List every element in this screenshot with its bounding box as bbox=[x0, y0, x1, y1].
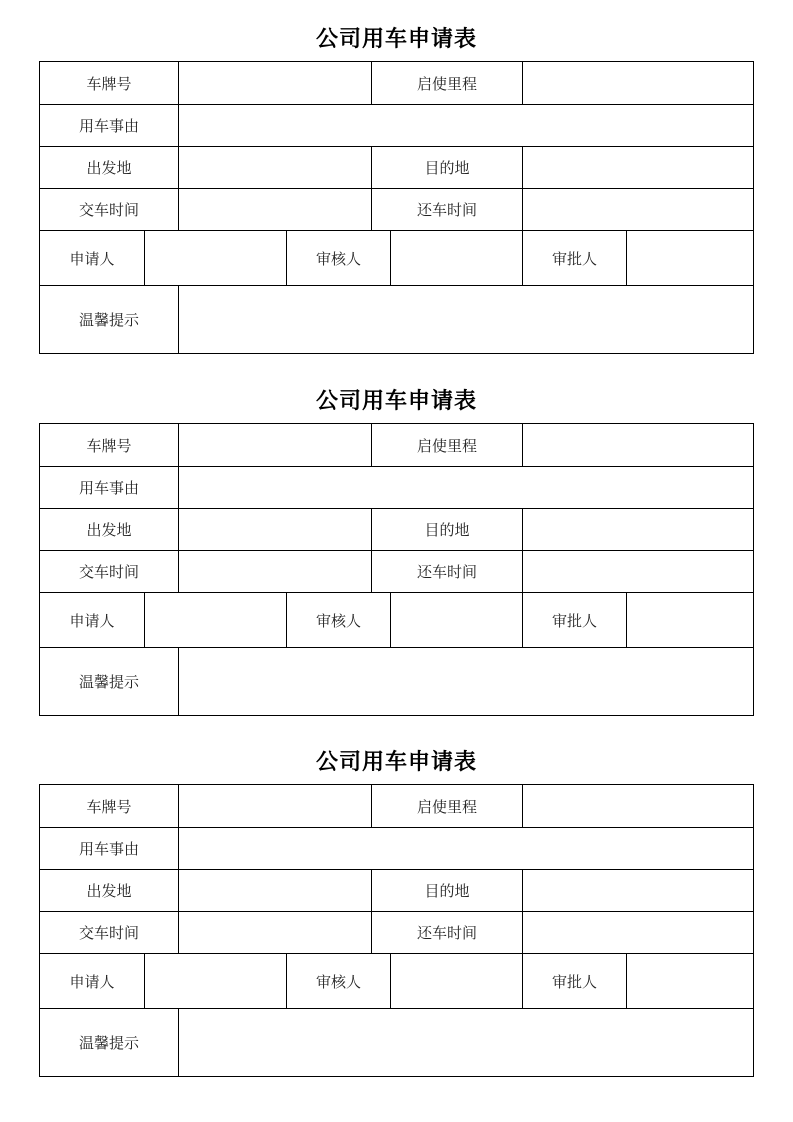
destination-field[interactable] bbox=[523, 509, 753, 550]
approver-field[interactable] bbox=[627, 593, 753, 647]
start-mileage-field[interactable] bbox=[523, 424, 753, 466]
approver-field[interactable] bbox=[627, 954, 753, 1008]
reminder-label: 温馨提示 bbox=[78, 1034, 139, 1052]
origin-field[interactable] bbox=[179, 870, 371, 911]
form-table bbox=[39, 423, 754, 716]
purpose-field[interactable] bbox=[179, 467, 753, 508]
start-mileage-field[interactable] bbox=[523, 62, 753, 104]
destination-field[interactable] bbox=[523, 147, 753, 188]
return-time-field[interactable] bbox=[523, 189, 753, 230]
reminder-field[interactable] bbox=[179, 1009, 753, 1076]
reminder-label: 温馨提示 bbox=[78, 311, 139, 329]
destination-label: 目的地 bbox=[424, 159, 470, 177]
return-time-field[interactable] bbox=[523, 912, 753, 953]
reminder-field[interactable] bbox=[179, 286, 753, 353]
origin-field[interactable] bbox=[179, 509, 371, 550]
plate-number-label: 车牌号 bbox=[86, 74, 132, 93]
form-table bbox=[39, 784, 754, 1077]
start-mileage-field[interactable] bbox=[523, 785, 753, 827]
purpose-label: 用车事由 bbox=[78, 117, 139, 135]
applicant-field[interactable] bbox=[145, 954, 286, 1008]
applicant-label: 申请人 bbox=[69, 972, 115, 991]
reminder-label: 温馨提示 bbox=[78, 673, 139, 691]
plate-number-field[interactable] bbox=[179, 785, 371, 827]
origin-label: 出发地 bbox=[86, 882, 132, 900]
applicant-field[interactable] bbox=[145, 593, 286, 647]
handover-time-field[interactable] bbox=[179, 912, 371, 953]
vehicle-request-form-2 bbox=[39, 381, 754, 716]
reminder-field[interactable] bbox=[179, 648, 753, 715]
vehicle-request-form-1 bbox=[39, 19, 754, 354]
applicant-label: 申请人 bbox=[69, 611, 115, 630]
return-time-label: 还车时间 bbox=[416, 201, 477, 219]
origin-label: 出发地 bbox=[86, 521, 132, 539]
start-mileage-label: 启使里程 bbox=[416, 436, 477, 455]
return-time-label: 还车时间 bbox=[416, 563, 477, 581]
destination-label: 目的地 bbox=[424, 521, 470, 539]
destination-label: 目的地 bbox=[424, 882, 470, 900]
handover-time-field[interactable] bbox=[179, 551, 371, 592]
plate-number-label: 车牌号 bbox=[86, 797, 132, 816]
purpose-label: 用车事由 bbox=[78, 479, 139, 497]
purpose-field[interactable] bbox=[179, 828, 753, 869]
approver-field[interactable] bbox=[627, 231, 753, 285]
plate-number-field[interactable] bbox=[179, 424, 371, 466]
reviewer-label: 审核人 bbox=[315, 972, 361, 991]
handover-time-field[interactable] bbox=[179, 189, 371, 230]
reviewer-field[interactable] bbox=[391, 954, 522, 1008]
reviewer-field[interactable] bbox=[391, 593, 522, 647]
start-mileage-label: 启使里程 bbox=[416, 74, 477, 93]
return-time-label: 还车时间 bbox=[416, 924, 477, 942]
applicant-label: 申请人 bbox=[69, 249, 115, 268]
return-time-field[interactable] bbox=[523, 551, 753, 592]
form-title: 公司用车申请表 bbox=[315, 750, 477, 775]
plate-number-label: 车牌号 bbox=[86, 436, 132, 455]
handover-time-label: 交车时间 bbox=[78, 924, 139, 942]
form-title: 公司用车申请表 bbox=[315, 389, 477, 414]
approver-label: 审批人 bbox=[551, 249, 597, 268]
applicant-field[interactable] bbox=[145, 231, 286, 285]
reviewer-label: 审核人 bbox=[315, 249, 361, 268]
handover-time-label: 交车时间 bbox=[78, 201, 139, 219]
origin-field[interactable] bbox=[179, 147, 371, 188]
form-title: 公司用车申请表 bbox=[315, 27, 477, 52]
destination-field[interactable] bbox=[523, 870, 753, 911]
approver-label: 审批人 bbox=[551, 611, 597, 630]
form-table bbox=[39, 61, 754, 354]
approver-label: 审批人 bbox=[551, 972, 597, 991]
plate-number-field[interactable] bbox=[179, 62, 371, 104]
reviewer-label: 审核人 bbox=[315, 611, 361, 630]
start-mileage-label: 启使里程 bbox=[416, 797, 477, 816]
purpose-label: 用车事由 bbox=[78, 840, 139, 858]
reviewer-field[interactable] bbox=[391, 231, 522, 285]
origin-label: 出发地 bbox=[86, 159, 132, 177]
vehicle-request-form-3 bbox=[39, 742, 754, 1077]
handover-time-label: 交车时间 bbox=[78, 563, 139, 581]
purpose-field[interactable] bbox=[179, 105, 753, 146]
